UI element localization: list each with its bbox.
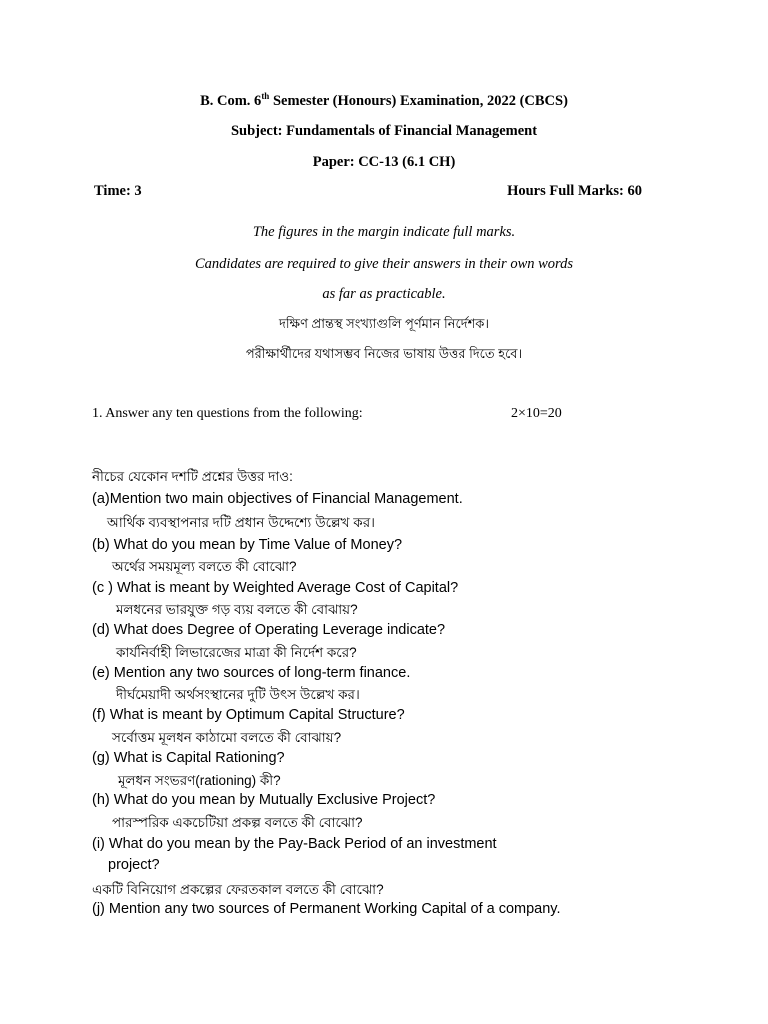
item-f-en: (f) What is meant by Optimum Capital Structure?	[92, 707, 405, 723]
item-i-en-cont: project?	[108, 857, 160, 873]
item-b-en: (b) What do you mean by Time Value of Money?	[92, 537, 403, 553]
question-1-text: 1. Answer any ten questions from the following:	[92, 406, 363, 421]
exam-title: B. Com. 6th Semester (Honours) Examination, 2022 (CBCS)	[200, 91, 568, 109]
instruction-en-3: as far as practicable.	[322, 286, 446, 302]
item-c-en: (c ) What is meant by Weighted Average Cost of Capital?	[92, 580, 459, 596]
subject-line: Subject: Fundamentals of Financial Management	[230, 123, 538, 139]
item-e-en: (e) Mention any two sources of long-term finance.	[92, 665, 411, 681]
item-i-en: (i) What do you mean by the Pay-Back Period of an investment	[92, 836, 497, 852]
instruction-bn-2: পরীক্ষার্থীদের যথাসম্ভব নিজের ভাষায় উত্তর দিতে হবে।	[245, 346, 523, 361]
item-h-en: (h) What do you mean by Mutually Exclusive Project?	[92, 792, 436, 808]
item-h-bn: পারস্পরিক একচেটিয়া প্রকল্প বলতে কী বোঝো?	[112, 815, 363, 830]
question-1-bn-intro: নীচের যেকোন দশটি প্রশ্নের উত্তর দাও:	[92, 469, 293, 484]
time-marks-row	[94, 183, 642, 200]
instruction-en-1: The figures in the margin indicate full marks.	[252, 224, 516, 240]
item-g-en: (g) What is Capital Rationing?	[92, 750, 285, 766]
item-g-bn: মূলধন সংভরণ(rationing) কী?	[118, 773, 281, 788]
item-i-bn: একটি বিনিয়োগ প্রকল্পের ফেরতকাল বলতে কী বোঝো?	[92, 882, 384, 897]
item-f-bn: সর্বোত্তম মূলধন কাঠামো বলতে কী বোঝায়?	[112, 730, 342, 745]
item-d-en: (d) What does Degree of Operating Leverage indicate?	[92, 622, 446, 638]
item-j-en: (j) Mention any two sources of Permanent Working Capital of a company.	[92, 901, 561, 917]
item-b-bn: অর্থের সময়মূল্য বলতে কী বোঝো?	[112, 559, 297, 574]
item-e-bn: দীর্ঘমেয়াদী অর্থসংস্থানের দুটি উৎস উল্লেখ কর।	[116, 687, 360, 702]
time-label: Time: 3	[94, 183, 142, 199]
item-a-en: (a)Mention two main objectives of Financial Management.	[92, 491, 463, 507]
question-1-marks: 2×10=20	[511, 406, 562, 421]
paper-line: Paper: CC-13 (6.1 CH)	[312, 154, 456, 170]
item-a-bn: আর্থিক ব্যবস্থাপনার দটি প্রধান উদ্দেশ্যে উল্লেখ কর।	[107, 515, 375, 530]
instruction-en-2: Candidates are required to give their answers in their own words	[194, 256, 574, 272]
full-marks-label: Hours Full Marks: 60	[507, 183, 642, 199]
item-c-bn: মলধনের ভারযুক্ত গড় ব্যয় বলতে কী বোঝায়?	[116, 602, 358, 617]
instruction-bn-1: দক্ষিণ প্রান্তস্থ সংখ্যাগুলি পূর্ণমান নির্দেশক।	[278, 316, 490, 331]
item-d-bn: কার্যনির্বাহী লিভারেজের মাত্রা কী নির্দেশ করে?	[116, 645, 357, 660]
